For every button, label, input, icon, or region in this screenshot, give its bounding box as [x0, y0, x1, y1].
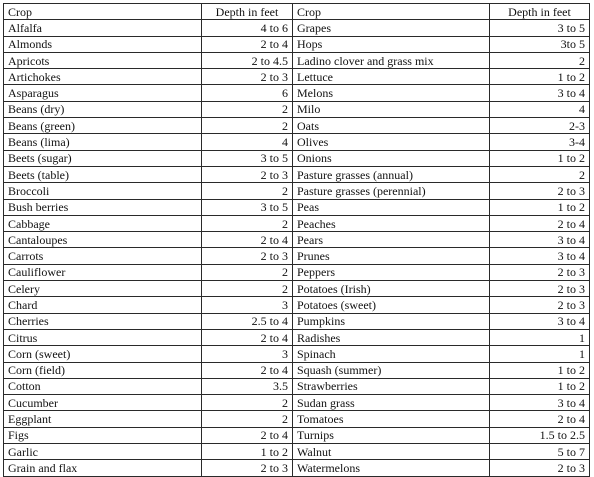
- depth-cell-left: 2 to 4: [202, 36, 293, 52]
- crop-cell-left: Garlic: [4, 444, 202, 460]
- depth-cell-right: 1 to 2: [490, 69, 590, 85]
- table-row: [4, 166, 590, 182]
- crop-cell-right: Hops: [293, 36, 490, 52]
- crop-cell-right: Pasture grasses (annual): [293, 166, 490, 182]
- crop-cell-left: Alfalfa: [4, 20, 202, 36]
- depth-cell-right: 1 to 2: [490, 150, 590, 166]
- depth-cell-left: 2: [202, 264, 293, 280]
- table-row: [4, 346, 590, 362]
- crop-cell-right: Milo: [293, 101, 490, 117]
- crop-cell-left: Celery: [4, 281, 202, 297]
- table-row: [4, 264, 590, 280]
- depth-cell-right: 2: [490, 52, 590, 68]
- crop-cell-left: Broccoli: [4, 183, 202, 199]
- crop-cell-left: Cantaloupes: [4, 232, 202, 248]
- table-row: [4, 297, 590, 313]
- crop-cell-left: Bush berries: [4, 199, 202, 215]
- table-row: [4, 248, 590, 264]
- depth-cell-right: 1 to 2: [490, 362, 590, 378]
- depth-cell-right: 1 to 2: [490, 199, 590, 215]
- crop-cell-right: Spinach: [293, 346, 490, 362]
- depth-cell-left: 2 to 4: [202, 362, 293, 378]
- crop-cell-left: Eggplant: [4, 411, 202, 427]
- table-row: [4, 362, 590, 378]
- depth-cell-right: 3-4: [490, 134, 590, 150]
- depth-cell-left: 2: [202, 395, 293, 411]
- crop-cell-left: Grain and flax: [4, 460, 202, 476]
- depth-cell-left: 2 to 4: [202, 427, 293, 443]
- crop-cell-right: Peas: [293, 199, 490, 215]
- depth-cell-right: 2 to 4: [490, 411, 590, 427]
- depth-cell-right: 2-3: [490, 118, 590, 134]
- table-row: [4, 118, 590, 134]
- depth-cell-right: 1 to 2: [490, 378, 590, 394]
- depth-cell-right: 3 to 4: [490, 85, 590, 101]
- depth-cell-right: 3to 5: [490, 36, 590, 52]
- depth-cell-left: 4 to 6: [202, 20, 293, 36]
- depth-cell-right: 2: [490, 166, 590, 182]
- depth-cell-left: 2 to 4: [202, 232, 293, 248]
- depth-cell-right: 3 to 4: [490, 313, 590, 329]
- crop-depth-table-container: [3, 3, 590, 477]
- crop-cell-left: Beets (table): [4, 166, 202, 182]
- crop-cell-right: Sudan grass: [293, 395, 490, 411]
- depth-cell-right: 3 to 5: [490, 20, 590, 36]
- table-row: [4, 329, 590, 345]
- depth-cell-left: 3 to 5: [202, 150, 293, 166]
- table-row: [4, 378, 590, 394]
- crop-cell-right: Oats: [293, 118, 490, 134]
- crop-cell-left: Cucumber: [4, 395, 202, 411]
- depth-cell-right: 3 to 4: [490, 232, 590, 248]
- table-row: [4, 395, 590, 411]
- table-row: [4, 313, 590, 329]
- crop-cell-right: Melons: [293, 85, 490, 101]
- crop-cell-left: Artichokes: [4, 69, 202, 85]
- crop-cell-left: Corn (sweet): [4, 346, 202, 362]
- depth-cell-right: 1: [490, 346, 590, 362]
- table-row: [4, 69, 590, 85]
- depth-cell-left: 2: [202, 101, 293, 117]
- table-row: [4, 411, 590, 427]
- crop-cell-left: Cotton: [4, 378, 202, 394]
- table-row: [4, 52, 590, 68]
- crop-cell-left: Beans (lima): [4, 134, 202, 150]
- depth-cell-right: 1.5 to 2.5: [490, 427, 590, 443]
- depth-cell-left: 2: [202, 183, 293, 199]
- crop-cell-left: Citrus: [4, 329, 202, 345]
- crop-cell-right: Strawberries: [293, 378, 490, 394]
- depth-cell-right: 4: [490, 101, 590, 117]
- depth-cell-left: 6: [202, 85, 293, 101]
- depth-cell-left: 2: [202, 411, 293, 427]
- crop-cell-left: Figs: [4, 427, 202, 443]
- crop-cell-right: Lettuce: [293, 69, 490, 85]
- depth-cell-right: 2 to 3: [490, 281, 590, 297]
- crop-cell-right: Pears: [293, 232, 490, 248]
- depth-cell-left: 2 to 3: [202, 248, 293, 264]
- depth-cell-right: 2 to 3: [490, 264, 590, 280]
- crop-cell-right: Tomatoes: [293, 411, 490, 427]
- crop-cell-left: Cauliflower: [4, 264, 202, 280]
- depth-cell-right: 1: [490, 329, 590, 345]
- table-row: [4, 20, 590, 36]
- depth-cell-left: 2: [202, 118, 293, 134]
- depth-cell-right: 2 to 3: [490, 460, 590, 476]
- crop-cell-right: Grapes: [293, 20, 490, 36]
- depth-cell-left: 2 to 3: [202, 69, 293, 85]
- table-row: [4, 183, 590, 199]
- depth-cell-left: 2 to 4.5: [202, 52, 293, 68]
- depth-cell-left: 2.5 to 4: [202, 313, 293, 329]
- table-row: [4, 36, 590, 52]
- depth-cell-left: 3 to 5: [202, 199, 293, 215]
- crop-cell-left: Apricots: [4, 52, 202, 68]
- crop-cell-left: Beets (sugar): [4, 150, 202, 166]
- table-row: [4, 232, 590, 248]
- crop-cell-right: Radishes: [293, 329, 490, 345]
- crop-cell-left: Beans (dry): [4, 101, 202, 117]
- depth-cell-left: 4: [202, 134, 293, 150]
- crop-cell-right: Onions: [293, 150, 490, 166]
- header-depth-left: Depth in feet: [202, 4, 293, 20]
- depth-cell-left: 3.5: [202, 378, 293, 394]
- depth-cell-left: 2 to 3: [202, 166, 293, 182]
- crop-cell-right: Watermelons: [293, 460, 490, 476]
- header-crop-left: Crop: [4, 4, 202, 20]
- crop-cell-right: Pumpkins: [293, 313, 490, 329]
- depth-cell-right: 2 to 4: [490, 215, 590, 231]
- depth-cell-left: 1 to 2: [202, 444, 293, 460]
- header-depth-right: Depth in feet: [490, 4, 590, 20]
- crop-cell-left: Asparagus: [4, 85, 202, 101]
- table-body: [4, 20, 590, 476]
- table-row: [4, 134, 590, 150]
- depth-cell-right: 3 to 4: [490, 248, 590, 264]
- crop-cell-right: Walnut: [293, 444, 490, 460]
- depth-cell-left: 2: [202, 281, 293, 297]
- table-row: [4, 281, 590, 297]
- table-header-row: [4, 4, 590, 20]
- crop-cell-left: Beans (green): [4, 118, 202, 134]
- crop-cell-right: Peppers: [293, 264, 490, 280]
- crop-cell-left: Carrots: [4, 248, 202, 264]
- depth-cell-right: 2 to 3: [490, 297, 590, 313]
- table-row: [4, 427, 590, 443]
- crop-cell-left: Almonds: [4, 36, 202, 52]
- depth-cell-left: 2 to 4: [202, 329, 293, 345]
- crop-cell-right: Peaches: [293, 215, 490, 231]
- depth-cell-right: 3 to 4: [490, 395, 590, 411]
- crop-cell-right: Potatoes (Irish): [293, 281, 490, 297]
- table-row: [4, 101, 590, 117]
- table-row: [4, 150, 590, 166]
- depth-cell-right: 2 to 3: [490, 183, 590, 199]
- crop-cell-right: Prunes: [293, 248, 490, 264]
- crop-cell-left: Cherries: [4, 313, 202, 329]
- crop-cell-right: Olives: [293, 134, 490, 150]
- table-row: [4, 460, 590, 476]
- table-row: [4, 215, 590, 231]
- crop-cell-left: Corn (field): [4, 362, 202, 378]
- depth-cell-right: 5 to 7: [490, 444, 590, 460]
- table-row: [4, 85, 590, 101]
- crop-cell-left: Chard: [4, 297, 202, 313]
- depth-cell-left: 3: [202, 297, 293, 313]
- crop-root-depth-table: [3, 3, 590, 477]
- table-row: [4, 199, 590, 215]
- table-row: [4, 444, 590, 460]
- crop-cell-right: Pasture grasses (perennial): [293, 183, 490, 199]
- depth-cell-left: 2 to 3: [202, 460, 293, 476]
- crop-cell-left: Cabbage: [4, 215, 202, 231]
- depth-cell-left: 3: [202, 346, 293, 362]
- crop-cell-right: Turnips: [293, 427, 490, 443]
- crop-cell-right: Ladino clover and grass mix: [293, 52, 490, 68]
- depth-cell-left: 2: [202, 215, 293, 231]
- header-crop-right: Crop: [293, 4, 490, 20]
- crop-cell-right: Potatoes (sweet): [293, 297, 490, 313]
- crop-cell-right: Squash (summer): [293, 362, 490, 378]
